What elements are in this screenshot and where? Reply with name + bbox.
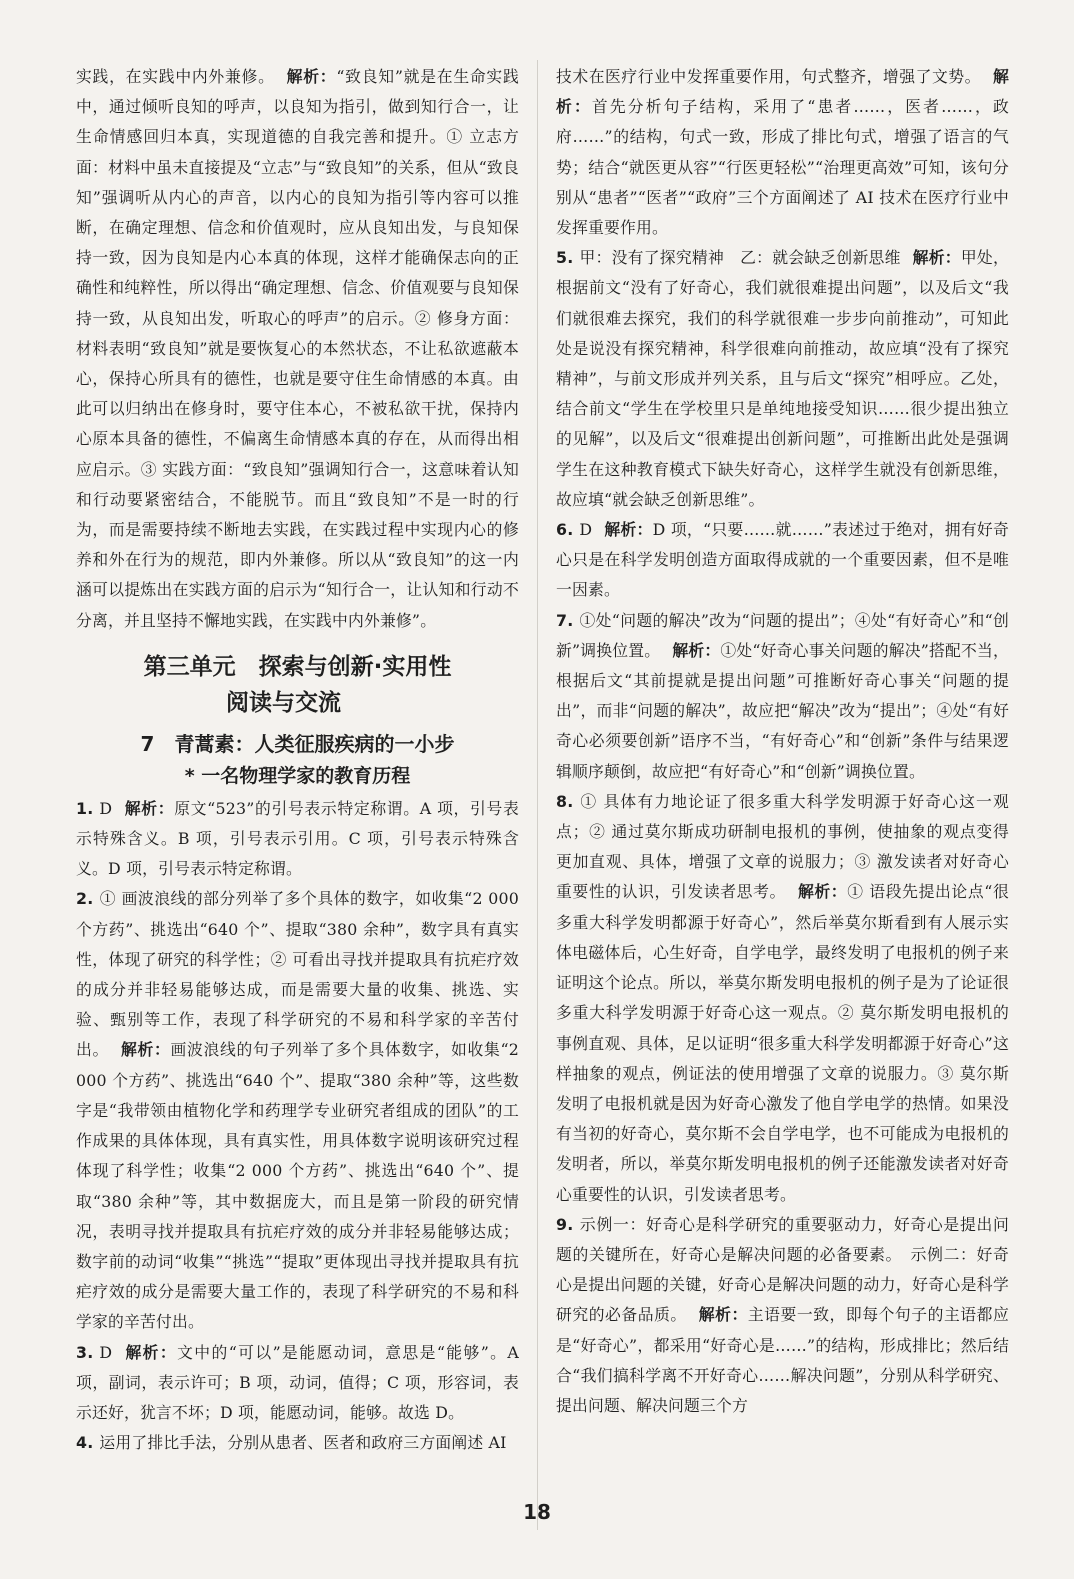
unit-title: 第三单元 探索与创新·实用性: [143, 653, 452, 680]
analysis-label: 解析：: [604, 520, 653, 540]
question-4: [76, 1428, 519, 1458]
answer-text: 实践，在实践中内外兼修。: [76, 67, 275, 86]
analysis-text: D 项，“只要……就……”表述过于绝对，拥有好奇心只是在科学发明创造方面取得成就的一个重要因素，但不是唯一因素。: [556, 520, 1010, 600]
question-2: [76, 884, 519, 1337]
left-continuation-paragraph: [76, 62, 519, 636]
analysis-text: “致良知”就是在生命实践中，通过倾听良知的呼声，以良知为指引，做到知行合一，让生命情感回归本真，实现道德的自我完善和提升。① 立志方面：材料中虽未直接提及“立志”与“致良知”的关系，但从“致良知”强调听从内心的声音，以内心的良知为指引等内容可以推断，在确定理想、信念和价值观时，应从良知出发，与良知保持一致，因为良知是内心本真的体现，这样才能确保志向的正确性和纯粹性，所以得出“确定理想、信念、价值观要与良知保持一致，从良知出发，听取心的呼声”的启示。② 修身方面：材料表明“致良知”就是要恢复心的本然状态，不让私欲遮蔽本心，保持心所具有的德性，也就是要守住生命情感的本真。由此可以归纳出在修身时，要守住本心，不被私欲干扰，保持内心原本具备的德性，不偏离生命情感本真的存在，从而得出相应启示。③ 实践方面：“致良知”强调知行合一，这意味着认知和行动要紧密结合，不能脱节。而且“致良知”不是一时的行为，而是需要持续不断地去实践，在实践过程中实现内心的修养和外在行为的规范，即内外兼修。所以从“致良知”的这一内涵可以提炼出在实践方面的启示为“知行合一，让认知和行动不分离，并且坚持不懈地实践，在实践中内外兼修”。: [76, 67, 519, 630]
analysis-text: 画波浪线的句子列举了多个具体数字，如收集“2 000 个方药”、挑选出“640 个”、提取“380 余种”等，这些数字是“我带领由植物化学和药理学专业研究者组成的团队”的工作成果的具体体现，具有真实性，用具体数字说明该研究过程体现了科学性；收集“2 000 个方药”、挑选出“640 个”、提取“380 余种”等，其中数据庞大，而且是第一阶段的研究情况，表明寻找并提取具有抗疟疗效的成分并非轻易能够达成；数字前的动词“收集”“挑选”“提取”更体现出寻找并提取具有抗疟疗效的成分是需要大量工作的，表现了科学研究的不易和科学家的辛苦付出。: [76, 1040, 519, 1332]
page-number: 18: [523, 1500, 551, 1524]
question-6: [556, 515, 1009, 606]
answer-text: ① 具体有力地论证了很多重大科学发明源于好奇心这一观点；② 通过莫尔斯成功研制电报机的事例，使抽象的观点变得更加直观、具体，增强了文章的说服力；③ 激发读者对好奇心重要性的认识，引发读者思考。: [556, 791, 1009, 902]
analysis-text: ① 语段先提出论点“很多重大科学发明都源于好奇心”，然后举莫尔斯看到有人展示实体电磁体后，心生好奇，自学电学，最终发明了电报机的例子来证明这个论点。所以，举莫尔斯发明电报机的例子是为了论证很多重大科学发明源于好奇心这一观点。② 莫尔斯发明电报机的事例直观、具体，足以证明“很多重大科学发明都源于好奇心”这样抽象的观点，例证法的使用增强了文章的说服力。③ 莫尔斯发明了电报机就是因为好奇心激发了他自学电学的热情。如果没有当初的好奇心，莫尔斯不会自学电学，也不可能成为电报机的发明者，所以，举莫尔斯发明电报机的例子还能激发读者对好奇心重要性的认识，引发读者思考。: [556, 882, 1009, 1204]
answer-text: D: [99, 798, 113, 818]
question-7: [556, 606, 1009, 787]
question-5: [556, 243, 1009, 515]
analysis-label: 解析：: [797, 882, 848, 902]
lesson-subtitle: * 一名物理学家的教育历程: [184, 764, 411, 787]
analysis-label: 解析：: [698, 1305, 748, 1325]
question-number: 1.: [76, 798, 94, 818]
answer-text: D: [99, 1342, 113, 1362]
answer-text: 示例一：好奇心是科学研究的重要驱动力，好奇心是提出问题的关键所在，好奇心是解决问题的必备要素。 示例二：好奇心是提出问题的关键，好奇心是解决问题的动力，好奇心是科学研究的必备品质。: [556, 1214, 1009, 1325]
analysis-text: ①处“好奇心事关问题的解决”搭配不当，根据后文“其前提就是提出问题”可推断好奇心事关“问题的提出”，而非“问题的解决”，故应把“解决”改为“提出”；④处“有好奇心必须要创新”语序不当，“有好奇心”和“创新”条件与结果逻辑顺序颠倒，故应把“有好奇心”和“创新”调换位置。: [556, 640, 1010, 781]
analysis-label: 解析：: [124, 1342, 178, 1362]
answer-text: D: [579, 520, 593, 540]
question-number: 9.: [556, 1214, 574, 1234]
question-number: 8.: [556, 791, 574, 811]
question-number: 7.: [556, 610, 574, 630]
left-column: [76, 62, 519, 1458]
analysis-text: 首先分析句子结构，采用了“患者……，医者……，政府……”的结构，句式一致，形成了排比句式，增强了语言的气势；结合“就医更从容”“行医更轻松”“治理更高效”可知，该句分别从“患者”“医者”“政府”三个方面阐述了 AI 技术在医疗行业中发挥重要作用。: [556, 97, 1009, 238]
analysis-label: 解析：: [556, 67, 1009, 117]
analysis-label: 解析：: [124, 798, 175, 818]
analysis-label: 解析：: [286, 67, 337, 86]
lesson-title: 7 青蒿素：人类征服疾病的一小步: [140, 731, 455, 756]
right-continuation-paragraph: [556, 62, 1009, 243]
question-number: 2.: [76, 889, 94, 909]
question-number: 3.: [76, 1342, 94, 1362]
question-number: 6.: [556, 520, 574, 540]
question-3: [76, 1338, 519, 1429]
analysis-text: 原文“523”的引号表示特定称谓。A 项，引号表示特殊含义。B 项，引号表示引用。C 项，引号表示特殊含义。D 项，引号表示特定称谓。: [76, 798, 519, 879]
analysis-label: 解析：: [912, 248, 961, 268]
question-number: 5.: [556, 248, 574, 268]
analysis-text: 甲处，根据前文“没有了好奇心，我们就很难提出问题”，以及后文“我们就很难去探究，我们的科学就很难一步步向前推动”，可知此处是说没有探究精神，科学很难向前推动，故应填“没有了探究精神”，与前文形成并列关系，且与后文“探究”相呼应。乙处，结合前文“学生在学校里只是单纯地接受知识……很少提出独立的见解”，以及后文“很难提出创新问题”，可推断出此处是强调学生在这种教育模式下缺失好奇心，这样学生就没有创新思维，故应填“就会缺乏创新思维”。: [556, 248, 1009, 509]
question-9: [556, 1210, 1009, 1421]
question-1: [76, 794, 519, 885]
right-column: [556, 62, 1009, 1421]
analysis-label: 解析：: [672, 640, 721, 660]
analysis-label: 解析：: [121, 1040, 171, 1060]
analysis-text: 文中的“可以”是能愿动词，意思是“能够”。A 项，副词，表示许可；B 项，动词，值得；C 项，形容词，表示还好，犹言不坏；D 项，能愿动词，能够。故选 D。: [76, 1342, 519, 1422]
question-8: [556, 787, 1009, 1210]
unit-title-line-2: 阅读与交流: [226, 689, 341, 716]
column-divider: [537, 60, 538, 1530]
analysis-text: 主语要一致，即每个句子的主语都应是“好奇心”，都采用“好奇心是……”的结构，形成排比；然后结合“我们搞科学离不开好奇心……解决问题”，分别从科学研究、提出问题、解决问题三个方: [556, 1305, 1009, 1415]
answer-text: 甲：没有了探究精神 乙：就会缺乏创新思维: [579, 248, 901, 268]
question-number: 4.: [76, 1433, 94, 1453]
answer-text: 运用了排比手法，分别从患者、医者和政府三方面阐述 AI: [99, 1433, 507, 1453]
answer-text: ① 画波浪线的部分列举了多个具体的数字，如收集“2 000 个方药”、挑选出“640 个”、提取“380 余种”，数字具有真实性，体现了研究的科学性；② 可看出寻找并提取具有抗疟疗效的成分并非轻易能够达成，而是需要大量的收集、挑选、实验、甄别等工作，表现了科学研究的不易和科学家的辛苦付出。: [76, 889, 519, 1060]
answer-text: ①处“问题的解决”改为“问题的提出”；④处“有好奇心”和“创新”调换位置。: [556, 610, 1009, 660]
answer-text: 技术在医疗行业中发挥重要作用，句式整齐，增强了文势。: [556, 67, 981, 86]
